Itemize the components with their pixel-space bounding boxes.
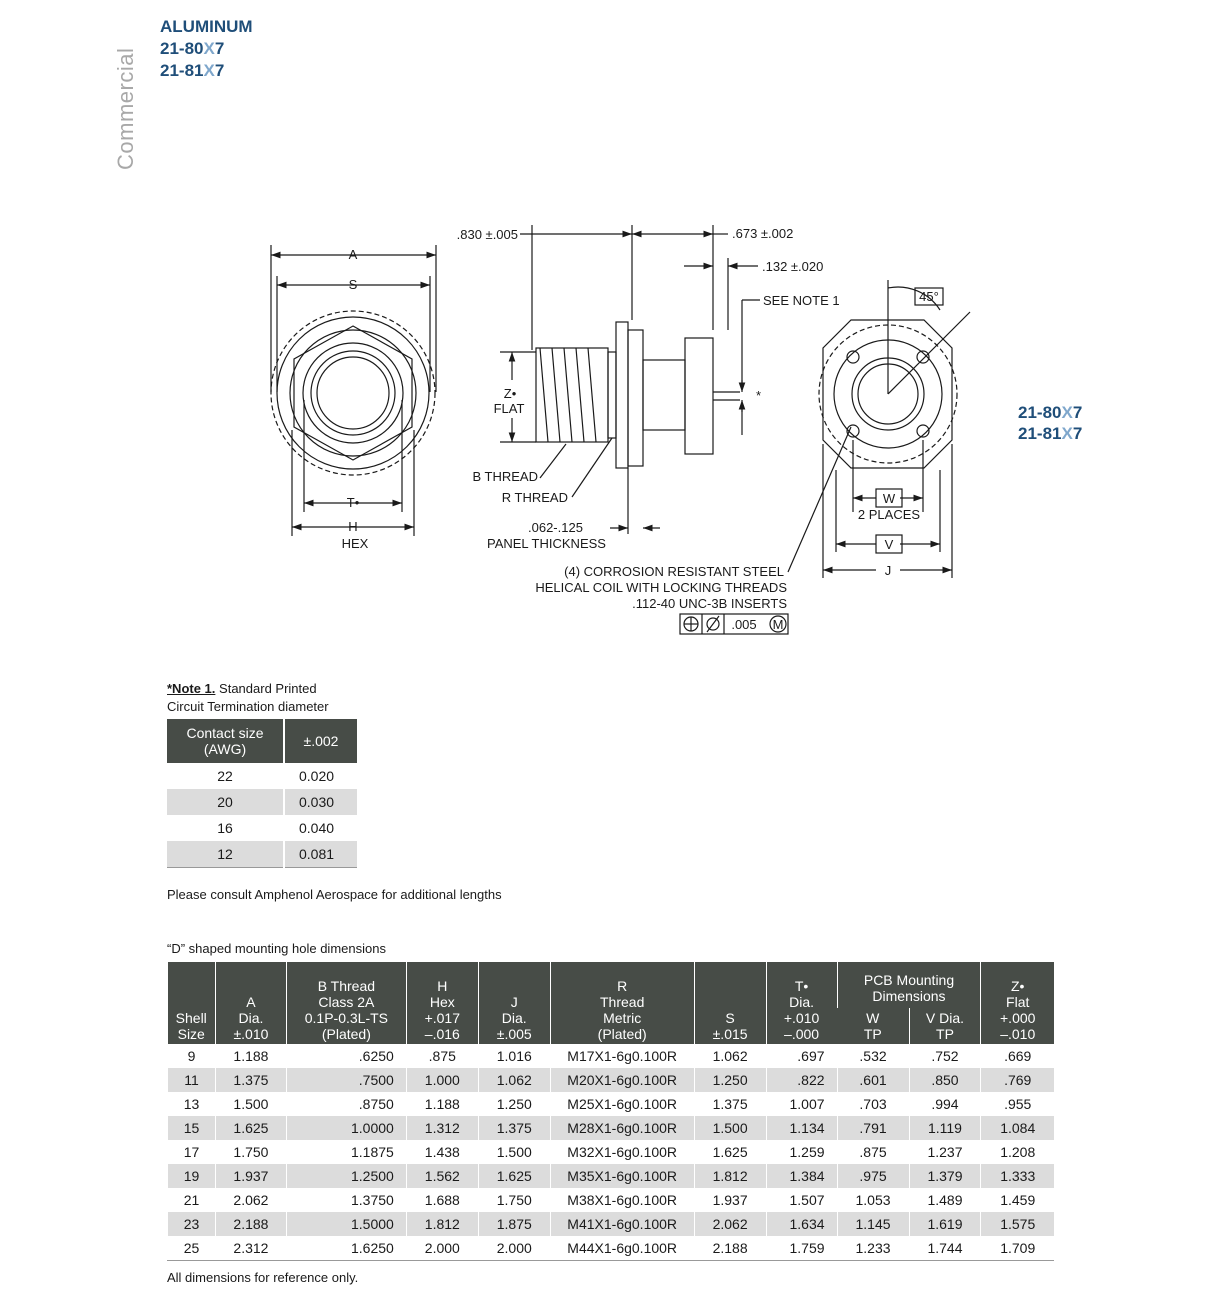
header-shell: Shell Size [168,962,216,1044]
table-cell: 1.438 [406,1140,478,1164]
angle-label: 45° [919,289,939,304]
table-cell: 2.062 [215,1188,286,1212]
header-s: S ±.015 [694,962,766,1044]
table-cell: 2.000 [478,1236,550,1261]
table-cell: 1.053 [837,1188,909,1212]
table-cell: 1.459 [981,1188,1054,1212]
table-cell: 1.384 [766,1164,837,1188]
table-cell: 2.000 [406,1236,478,1261]
panel-thickness-value: .062-.125 [528,520,583,535]
table-cell: M41X1-6g0.100R [550,1212,694,1236]
dim-w-label: W [882,491,896,506]
z-flat-label: FLAT [493,401,525,416]
table-cell: .850 [909,1068,981,1092]
table-cell: 1.688 [406,1188,478,1212]
panel-thickness-label: PANEL THICKNESS [487,536,606,551]
table-cell: 21 [168,1188,216,1212]
table-cell: 1.062 [478,1068,550,1092]
b-thread-label: B THREAD [472,469,538,484]
dim-t-label: T• [346,495,360,510]
table-cell: 1.759 [766,1236,837,1261]
dim-673-label: .673 ±.002 [732,226,794,241]
table-cell: 1.188 [215,1044,286,1068]
table-cell: .703 [837,1092,909,1116]
table-cell: 1.188 [406,1092,478,1116]
table-cell: 1.937 [215,1164,286,1188]
table-cell: 25 [168,1236,216,1261]
table-cell: M38X1-6g0.100R [550,1188,694,1212]
table-cell: 1.875 [478,1212,550,1236]
table-cell: 1.007 [766,1092,837,1116]
header-pcb: PCB Mounting Dimensions [837,962,981,1008]
table-cell: 1.016 [478,1044,550,1068]
table-cell: 1.634 [766,1212,837,1236]
dim-a-label: A [348,247,358,262]
header-v: V Dia. TP [909,1008,981,1044]
side-category-label: Commercial [113,47,138,170]
table-cell: 1.750 [215,1140,286,1164]
table-row [168,1140,1055,1164]
tolerance-value: .005 [731,617,757,632]
table-row [168,1044,1055,1068]
table-cell: 1.0000 [286,1116,406,1140]
table-cell: 1.084 [981,1116,1054,1140]
model-number: 21-81X7 [1018,424,1083,443]
z-flat-label: Z• [503,386,517,401]
table-row [168,1212,1055,1236]
table-cell: 1.250 [478,1092,550,1116]
table-cell: M20X1-6g0.100R [550,1068,694,1092]
table-cell: 1.489 [909,1188,981,1212]
see-note-label: SEE NOTE 1 [763,293,840,308]
table-cell: 1.625 [694,1140,766,1164]
r-thread-label: R THREAD [501,490,568,505]
insert-note: .112-40 UNC-3B INSERTS [632,596,787,611]
table-cell: .875 [406,1044,478,1068]
table-cell: 1.000 [406,1068,478,1092]
consult-text: Please consult Amphenol Aerospace for additional lengths [167,887,502,902]
table-cell: 1.750 [478,1188,550,1212]
table-cell: 1.312 [406,1116,478,1140]
table-cell: .601 [837,1068,909,1092]
table-cell: 1.208 [981,1140,1054,1164]
model-number: 21-81X7 [160,61,225,80]
table-cell: 9 [168,1044,216,1068]
table-cell: 1.812 [694,1164,766,1188]
table-cell: .822 [766,1068,837,1092]
table-cell: 1.507 [766,1188,837,1212]
table-row: 16 0.040 [167,815,357,841]
table-cell: 2.062 [694,1212,766,1236]
table-cell: 23 [168,1212,216,1236]
table-row [168,1068,1055,1092]
table-cell: 1.233 [837,1236,909,1261]
table-cell: 19 [168,1164,216,1188]
table-cell: 1.375 [478,1116,550,1140]
material-title: ALUMINUM [160,17,253,36]
table-cell: 1.2500 [286,1164,406,1188]
table-cell: .8750 [286,1092,406,1116]
header-w: W TP [837,1008,909,1044]
insert-note: (4) CORROSION RESISTANT STEEL [564,564,784,579]
insert-note: HELICAL COIL WITH LOCKING THREADS [535,580,787,595]
table-cell: 1.259 [766,1140,837,1164]
table-row: 22 0.020 [167,763,357,789]
table-cell: 1.145 [837,1212,909,1236]
model-number: 21-80X7 [1018,403,1083,422]
table-cell: .752 [909,1044,981,1068]
table-row [168,1092,1055,1116]
header-a: A Dia. ±.010 [215,962,286,1044]
table-cell: 1.744 [909,1236,981,1261]
note-1 [167,680,329,716]
table-cell: 1.375 [694,1092,766,1116]
table-cell: 1.709 [981,1236,1054,1261]
header-b: B Thread Class 2A 0.1P-0.3L-TS (Plated) [286,962,406,1044]
table-cell: .875 [837,1140,909,1164]
table-cell: .532 [837,1044,909,1068]
table-row [168,1236,1055,1261]
table-cell: 1.250 [694,1068,766,1092]
dim-h-label: H [348,519,358,534]
table-cell: 1.333 [981,1164,1054,1188]
header-r: R Thread Metric (Plated) [550,962,694,1044]
table-row [168,1164,1055,1188]
dim-j-label: J [884,563,892,578]
header-z: Z• Flat +.000 –.010 [981,962,1054,1044]
table-cell: M17X1-6g0.100R [550,1044,694,1068]
table-cell: .6250 [286,1044,406,1068]
table-cell: .791 [837,1116,909,1140]
table-cell: 17 [168,1140,216,1164]
hex-label: HEX [341,536,369,551]
table-cell: 1.625 [478,1164,550,1188]
header-t: T• Dia. +.010 –.000 [766,962,837,1044]
dim-s-label: S [348,277,358,292]
header-h: H Hex +.017 –.016 [406,962,478,1044]
table-cell: .994 [909,1092,981,1116]
table-cell: M44X1-6g0.100R [550,1236,694,1261]
table-cell: 2.188 [694,1236,766,1261]
table-cell: 1.375 [215,1068,286,1092]
table-cell: 1.3750 [286,1188,406,1212]
table-cell: 1.237 [909,1140,981,1164]
table-cell: M35X1-6g0.100R [550,1164,694,1188]
table-cell: 1.619 [909,1212,981,1236]
table-cell: 2.188 [215,1212,286,1236]
table-cell: 1.500 [694,1116,766,1140]
table-cell: 1.062 [694,1044,766,1068]
table-cell: 1.500 [478,1140,550,1164]
drawing-model-labels [1018,402,1082,444]
rear-view [788,280,970,578]
note-label: *Note 1. [167,681,216,696]
table-row: 20 0.030 [167,789,357,815]
table-row: 12 0.081 [167,841,357,868]
dimensions-table [167,962,1054,1261]
model-number: 21-80X7 [160,39,225,58]
table-row [168,1116,1055,1140]
mmc-symbol: M [772,617,784,632]
table-cell: 1.500 [215,1092,286,1116]
table-cell: M25X1-6g0.100R [550,1092,694,1116]
table-cell: 1.562 [406,1164,478,1188]
table-cell: 1.937 [694,1188,766,1212]
table-header: ±.002 [284,719,357,763]
table-cell: .669 [981,1044,1054,1068]
table-cell: 1.134 [766,1116,837,1140]
side-view [500,225,760,534]
table-cell: 1.812 [406,1212,478,1236]
table-row [168,1188,1055,1212]
table-cell: 1.1875 [286,1140,406,1164]
two-places-label: 2 PLACES [857,507,921,522]
table-cell: M32X1-6g0.100R [550,1140,694,1164]
table-caption: “D” shaped mounting hole dimensions [167,941,386,956]
table-cell: .7500 [286,1068,406,1092]
table-cell: .955 [981,1092,1054,1116]
table-cell: 2.312 [215,1236,286,1261]
table-cell: 1.575 [981,1212,1054,1236]
star-mark: * [756,388,762,403]
table-cell: 1.625 [215,1116,286,1140]
table-header: Contact size (AWG) [167,719,284,763]
table-cell: 1.5000 [286,1212,406,1236]
table-cell: M28X1-6g0.100R [550,1116,694,1140]
dim-v-label: V [884,537,894,552]
table-cell: 11 [168,1068,216,1092]
header-j: J Dia. ±.005 [478,962,550,1044]
note-text: Standard Printed [219,681,317,696]
table-cell: 1.119 [909,1116,981,1140]
table-cell: 15 [168,1116,216,1140]
dim-132-label: .132 ±.020 [762,259,824,274]
table-cell: 13 [168,1092,216,1116]
table-cell: .769 [981,1068,1054,1092]
table-cell: .697 [766,1044,837,1068]
table-cell: 1.379 [909,1164,981,1188]
contact-size-table [167,719,357,868]
table-cell: .975 [837,1164,909,1188]
dim-830-label: .830 ±.005 [456,227,518,242]
table-cell: 1.6250 [286,1236,406,1261]
footnote: All dimensions for reference only. [167,1270,359,1285]
note-text: Circuit Termination diameter [167,699,329,714]
